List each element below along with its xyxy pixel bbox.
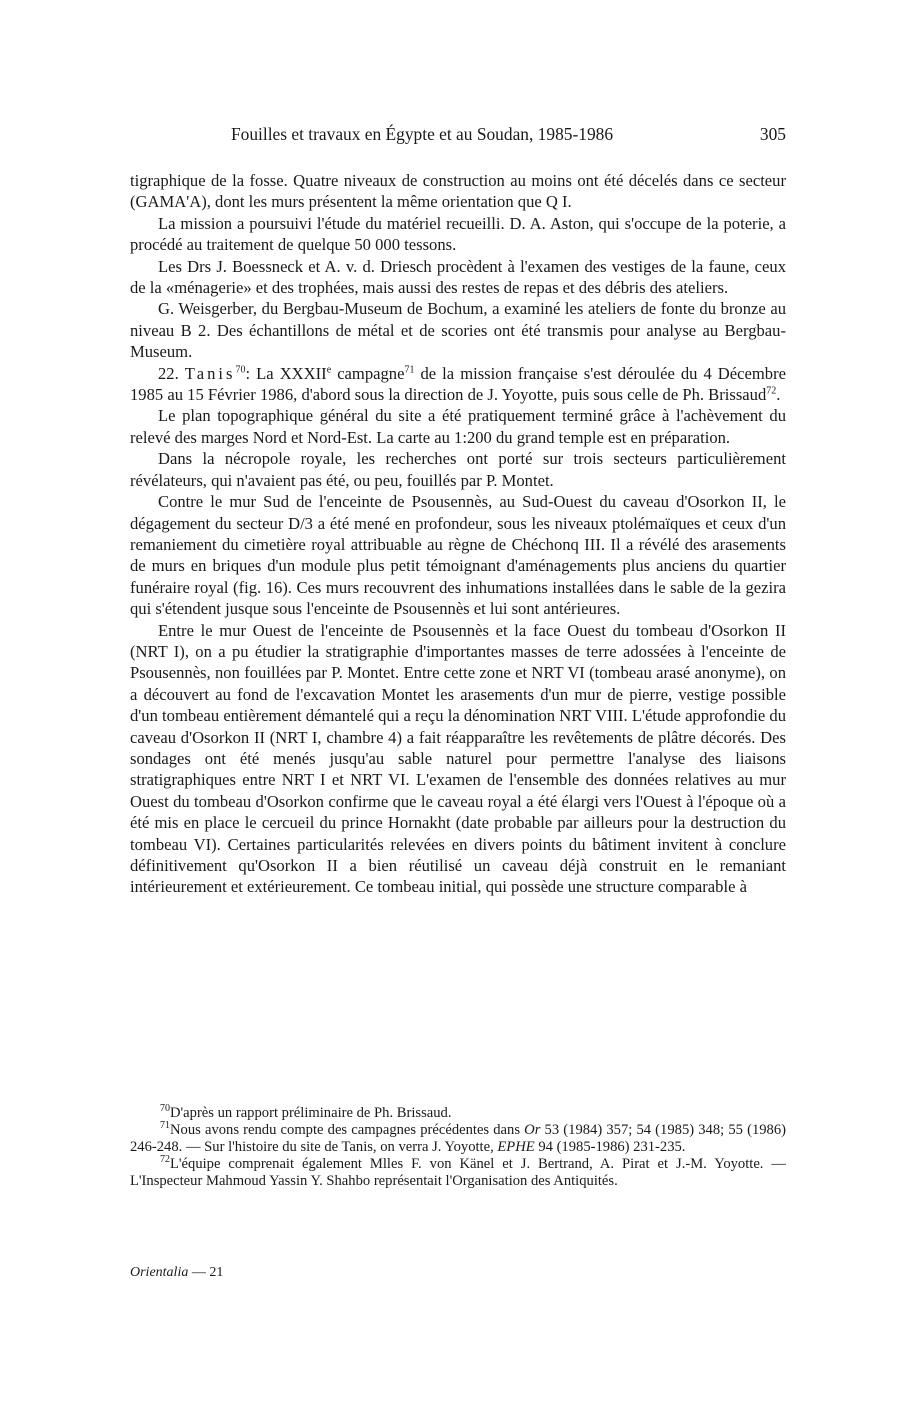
paragraph: Le plan topographique général du site a été pratiquement terminé grâce à l'achèvement du relevé des marges Nord et Nord-Est. La carte au 1:200 du grand temple est en préparation. xyxy=(130,406,786,447)
footnote-71 xyxy=(130,1122,786,1156)
signature-number: 21 xyxy=(209,1265,224,1280)
paragraph-continuation: tigraphique de la fosse. Quatre niveaux de construction au moins ont été décelés dans ce secteur (GAMA'A), dont les murs présentent la même orientation que Q I. xyxy=(130,171,786,212)
footnote-ref[interactable]: 70 xyxy=(235,364,246,376)
footnote-72 xyxy=(130,1156,786,1190)
site-name: Tanis xyxy=(184,363,236,383)
footnote-text: Nous avons rendu compte des campagnes précédentes dans xyxy=(170,1122,525,1138)
paragraph: Dans la nécropole royale, les recherches ont porté sur trois secteurs particulièrement révélateurs, qui n'avaient pas été, ou peu, fouillés par P. Montet. xyxy=(130,449,786,490)
footnote-number: 70 xyxy=(160,1103,170,1115)
paragraph: Contre le mur Sud de l'enceinte de Psousennès, au Sud-Ouest du caveau d'Osorkon II, le dégagement du secteur D/3 a été mené en profondeur, sous les niveaux ptolémaïques et ceux d'un remaniement du cimetière royal attribuable au règne de Chéchonq III. Il a révélé des arasements de murs en briques d'un module plus petit témoignant d'aménagements plus anciens du quartier funéraire royal (fig. 16). Ces murs recouvrent des inhumations installées dans le sable de la gezira qui s'étendent jusque sous l'enceinte de Psousennès et lui sont antérieures. xyxy=(130,492,786,619)
page-number: 305 xyxy=(759,124,786,144)
footnotes xyxy=(130,1105,786,1190)
paragraph-text: de la mission française s'est déroulée du 4 Décembre 1985 au 15 Février 1986, d'abord sous la direction de J. Yoyotte, puis sous celle de Ph. Brissaud xyxy=(130,363,786,405)
footer-separator: — xyxy=(188,1265,210,1280)
journal-name: Orientalia xyxy=(130,1265,189,1280)
section-paragraph-tanis xyxy=(130,363,786,406)
paragraph-text: . xyxy=(776,385,781,405)
paragraph: Les Drs J. Boessneck et A. v. d. Driesch procèdent à l'examen des vestiges de la faune, ceux de la «ménagerie» et des trophées, mais aussi des restes de repas et des débris des ateliers. xyxy=(130,256,786,298)
footnote-text: L'équipe comprenait également Mlles F. von Känel et J. Bertrand, A. Pirat et J.-M. Yoyotte. — L'Inspecteur Mahmoud Yassin Y. Shahbo représentait l'Organisation des Antiquités. xyxy=(130,1156,786,1189)
footnote-ref[interactable]: 71 xyxy=(404,364,415,376)
paragraph-text: : La XXXII xyxy=(245,363,327,383)
running-header xyxy=(130,124,786,148)
footnote-text: 94 (1985-1986) 231-235. xyxy=(534,1139,686,1155)
footnote-number: 71 xyxy=(160,1120,170,1132)
footnote-text: 53 (1984) 357; 54 (1985) 348; 55 (1986) 246-248. — Sur l'histoire du site de Tanis, on verra J. Yoyotte, xyxy=(130,1122,786,1155)
section-number: 22. xyxy=(158,363,179,383)
paragraph: Entre le mur Ouest de l'enceinte de Psousennès et la face Ouest du tombeau d'Osorkon II (NRT I), on a pu étudier la stratigraphie d'importantes masses de terre adossées à l'enceinte de Psousennès, non fouillées par P. Montet. Entre cette zone et NRT VI (tombeau arasé anonyme), on a découvert au fond de l'excavation Montet les arasements d'un mur de pierre, vestige possible d'un tombeau entièrement démantelé qui a reçu la dénomination NRT VIII. L'étude approfondie du caveau d'Osorkon II (NRT I, chambre 4) a fait réapparaître les revêtements de plâtre décorés. Des sondages ont été menés jusqu'au sable naturel pour permettre l'analyse des liaisons stratigraphiques entre NRT I et NRT VI. L'examen de l'ensemble des données relatives au mur Ouest du tombeau d'Osorkon confirme que le caveau royal a été élargi vers l'Ouest à l'époque où a été mis en place le cercueil du prince Hornakht (date probable par ailleurs pour la destruction du tombeau VI). Certaines particularités relevées en divers points du bâtiment invitent à conclure définitivement qu'Osorkon II a bien réutilisé un caveau déjà construit en le remaniant intérieurement et extérieurement. Ce tombeau initial, qui possède une structure comparable à xyxy=(130,620,786,897)
journal-abbrev: Or xyxy=(524,1122,541,1138)
paragraph-text: campagne xyxy=(331,363,405,383)
footnote-number: 72 xyxy=(160,1154,170,1166)
journal-abbrev: EPHE xyxy=(497,1139,535,1155)
running-title: Fouilles et travaux en Égypte et au Soudan, 1985-1986 xyxy=(231,124,614,144)
footnote-text: D'après un rapport préliminaire de Ph. Brissaud. xyxy=(170,1105,452,1121)
body-text xyxy=(130,170,786,898)
superscript: e xyxy=(326,364,332,376)
footnote-70 xyxy=(130,1105,786,1122)
paragraph: G. Weisgerber, du Bergbau-Museum de Bochum, a examiné les ateliers de fonte du bronze au niveau B 2. Des échantillons de métal et de scories ont été transmis pour analyse au Bergbau-Museum. xyxy=(130,299,786,362)
paragraph: La mission a poursuivi l'étude du matériel recueilli. D. A. Aston, qui s'occupe de la poterie, a procédé au traitement de quelque 50 000 tessons. xyxy=(130,213,786,255)
footnote-ref[interactable]: 72 xyxy=(766,385,777,397)
signature-footer xyxy=(130,1265,223,1281)
